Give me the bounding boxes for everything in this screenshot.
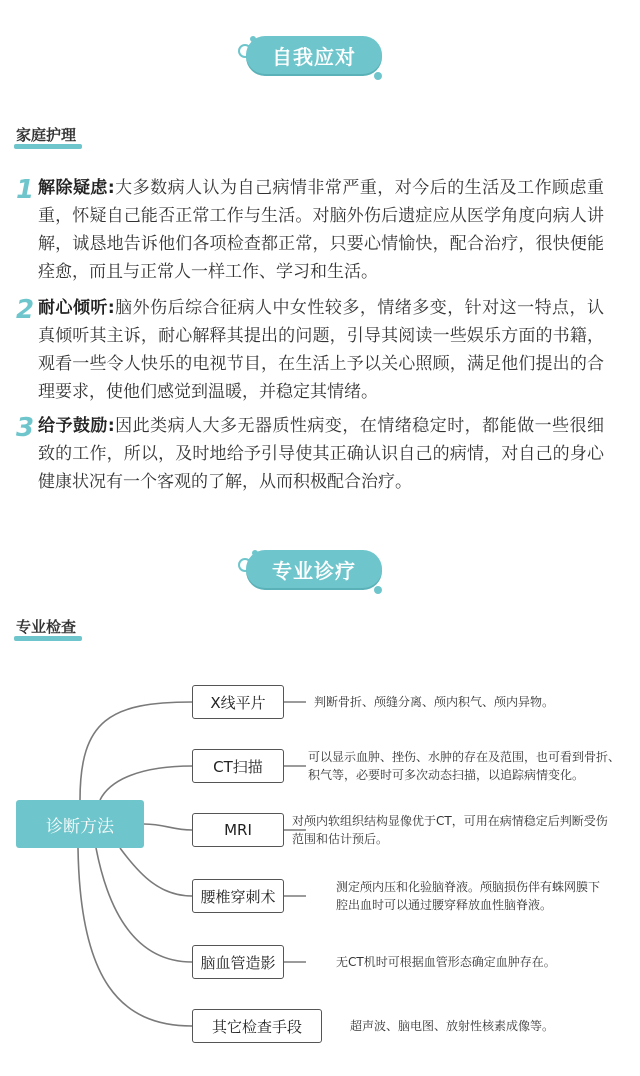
care-item-lead: 耐心倾听: (38, 298, 115, 318)
mindmap-node: MRI (192, 813, 284, 847)
mindmap-center: 诊断方法 (16, 800, 144, 848)
desc-line: 测定颅内压和化验脑脊液。颅脑损伤伴有蛛网膜下 (336, 880, 601, 894)
mindmap-node: 腰椎穿刺术 (192, 879, 284, 913)
desc-line: 无CT机时可根据血管形态确定血肿存在。 (336, 955, 556, 969)
connector-line (144, 824, 192, 830)
desc-line: 超声波、脑电图、放射性核素成像等。 (350, 1019, 555, 1033)
subheading-underline (14, 636, 82, 641)
subheading-family-care: 家庭护理 (16, 126, 77, 144)
decor-dot (374, 586, 382, 594)
desc-line: 腔出血时可以通过腰穿释放血性脑脊液。 (336, 898, 553, 912)
care-item-lead: 给予鼓励: (38, 416, 115, 436)
care-item-2 (38, 294, 604, 406)
diagnosis-mindmap (0, 660, 640, 1076)
node-description (336, 878, 600, 914)
care-item-1 (38, 174, 604, 286)
item-number: 2 (16, 295, 35, 325)
section-title: 专业诊疗 (246, 550, 382, 588)
desc-line: 判断骨折、颅缝分离、颅内积气、颅内异物。 (314, 695, 555, 709)
node-description (308, 748, 620, 784)
care-item-text: 因此类病人大多无器质性病变，在情绪稳定时，都能做一些很细致的工作，所以，及时地给予引导使其正确认识自己的病情，对自己的身心健康状况有一个客观的了解，从而积极配合治疗。 (38, 416, 604, 492)
subheading-exam: 专业检查 (16, 618, 77, 636)
mindmap-node: CT扫描 (192, 749, 284, 783)
decor-dot (374, 72, 382, 80)
care-item-text: 脑外伤后综合征病人中女性较多，情绪多变，针对这一特点，认真倾听其主诉，耐心解释其提出的问题，引导其阅读一些娱乐方面的书籍，观看一些令人快乐的电视节目，在生活上予以关心照顾，满足他们提出的合理要求，使他们感觉到温暖，并稳定其情绪。 (38, 298, 604, 402)
item-number: 1 (16, 175, 35, 205)
section-title: 自我应对 (246, 36, 382, 74)
connector-line (100, 766, 192, 800)
mindmap-node: X线平片 (192, 685, 284, 719)
item-number: 3 (16, 413, 35, 443)
desc-line: 对颅内软组织结构显像优于CT，可用在病情稳定后判断受伤 (292, 814, 608, 828)
desc-line: 积气等，必要时可多次动态扫描，以追踪病情变化。 (308, 768, 585, 782)
subheading-underline (14, 144, 82, 149)
care-item-lead: 解除疑虑: (38, 178, 115, 198)
desc-line: 范围和估计预后。 (292, 832, 389, 846)
connector-line (80, 702, 192, 800)
care-item-text: 大多数病人认为自己病情非常严重，对今后的生活及工作顾虑重重，怀疑自己能否正常工作与生活。对脑外伤后遗症应从医学角度向病人讲解，诚恳地告诉他们各项检查都正常，只要心情愉快，配合治疗，很快便能痊愈，而且与正常人一样工作、学习和生活。 (38, 178, 604, 282)
connector-line (120, 848, 192, 896)
node-description (336, 953, 556, 971)
connector-line (96, 848, 192, 962)
node-description (350, 1017, 554, 1035)
mindmap-node: 其它检查手段 (192, 1009, 322, 1043)
mindmap-node: 脑血管造影 (192, 945, 284, 979)
node-description (292, 812, 608, 848)
node-description (314, 693, 554, 711)
desc-line: 可以显示血肿、挫伤、水肿的存在及范围，也可看到骨折、 (308, 750, 621, 764)
care-item-3 (38, 412, 604, 496)
